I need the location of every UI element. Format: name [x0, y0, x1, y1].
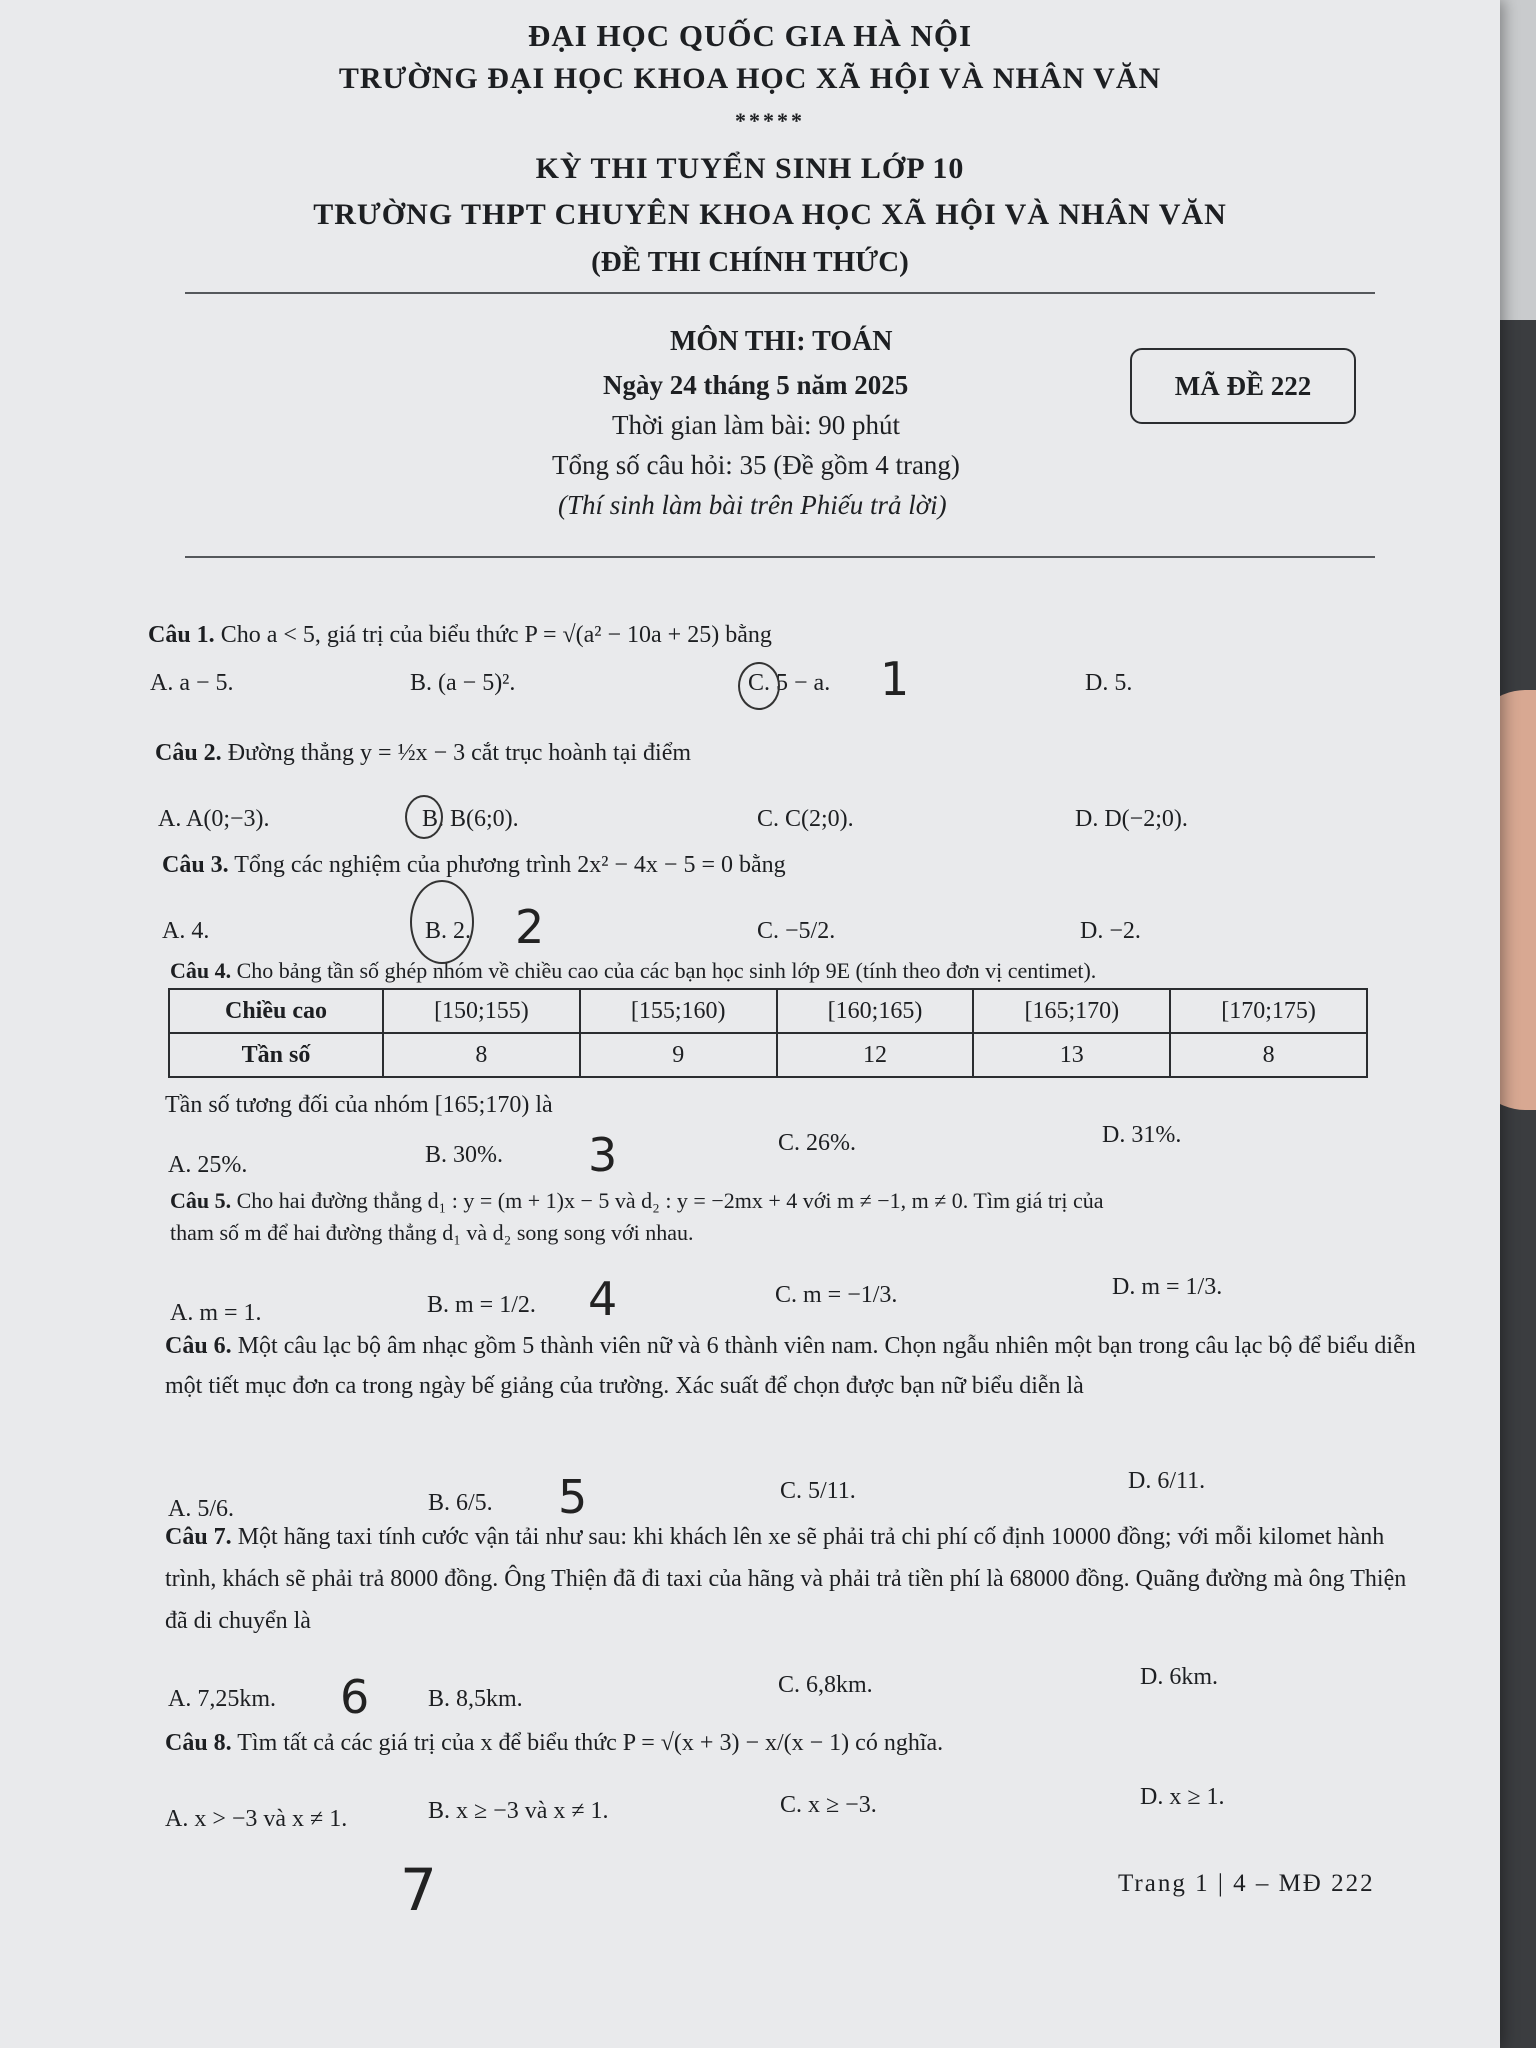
option-b: B. m = 1/2. — [427, 1292, 536, 1318]
school-name: TRƯỜNG ĐẠI HỌC KHOA HỌC XÃ HỘI VÀ NHÂN VĂN — [338, 62, 1162, 95]
question-text: Đường thẳng y = ½x − 3 cắt trục hoành tại điểm — [227, 740, 692, 766]
university-name: ĐẠI HỌC QUỐC GIA HÀ NỘI — [527, 18, 973, 53]
handwritten-number: 5 — [558, 1470, 588, 1524]
exam-title: KỲ THI TUYỂN SINH LỚP 10 — [535, 152, 965, 185]
option-d: D. 5. — [1085, 670, 1133, 696]
question-label: Câu 2. — [155, 740, 222, 766]
option-c: C. m = −1/3. — [775, 1282, 898, 1308]
table-cell: [160;165) — [777, 989, 974, 1033]
option-a: A. 4. — [162, 918, 210, 944]
handwritten-number: 4 — [588, 1272, 618, 1326]
question-text: Cho hai đường thẳng d₁ : y = (m + 1)x − 5 và d₂ : y = −2mx + 4 với m ≠ −1, m ≠ 0. Tìm giá trị của — [236, 1188, 1104, 1213]
question-text: Cho bảng tần số ghép nhóm về chiều cao của các bạn học sinh lớp 9E (tính theo đơn vị centimet). — [236, 958, 1097, 983]
option-c: C. x ≥ −3. — [780, 1792, 877, 1818]
question-4-prompt: Tần số tương đối của nhóm [165;170) là — [165, 1092, 553, 1118]
handwritten-number: 1 — [880, 652, 910, 706]
option-d: D. D(−2;0). — [1075, 806, 1188, 832]
question-label: Câu 5. — [170, 1188, 232, 1213]
question-text: Tổng các nghiệm của phương trình 2x² − 4x − 5 = 0 bằng — [234, 852, 786, 878]
frequency-table — [168, 988, 1368, 1078]
option-d: D. −2. — [1080, 918, 1141, 944]
table-cell: 9 — [580, 1033, 777, 1077]
background-dark — [1496, 320, 1536, 2048]
official-label: (ĐỀ THI CHÍNH THỨC) — [591, 246, 909, 278]
option-a: A. a − 5. — [150, 670, 234, 696]
option-c: C. 5 − a. — [748, 670, 831, 696]
answer-circle — [410, 880, 474, 964]
question-text: Tìm tất cả các giá trị của x để biểu thức P = √(x + 3) − x/(x − 1) có nghĩa. — [237, 1730, 944, 1756]
stars-divider: ***** — [735, 108, 805, 133]
question-label: Câu 3. — [162, 852, 229, 878]
option-b: B. 2. — [425, 918, 472, 944]
question-8 — [165, 1730, 943, 1757]
table-cell: [155;160) — [580, 989, 777, 1033]
option-a: A. 25%. — [168, 1152, 248, 1178]
question-5-line-2: tham số m để hai đường thẳng d₁ và d₂ song song với nhau. — [170, 1220, 694, 1245]
option-d: D. x ≥ 1. — [1140, 1784, 1225, 1810]
table-cell: [150;155) — [383, 989, 580, 1033]
question-label: Câu 6. — [165, 1333, 232, 1359]
question-text: Một hãng taxi tính cước vận tải như sau: khi khách lên xe sẽ phải trả chi phí cố định 10000 đồng; với mỗi kilomet hành trình, khách sẽ phải trả 8000 đồng. Ông Thiện đã đi taxi của hãng và phải trả tiền phí là 68000 đồng. Quãng đường mà ông Thiện đã di chuyển là — [165, 1524, 1407, 1634]
divider-bottom — [185, 556, 1375, 558]
answer-circle — [405, 795, 443, 839]
option-c: C. C(2;0). — [757, 806, 854, 832]
handwritten-number: 6 — [340, 1670, 370, 1724]
option-c: C. 6,8km. — [778, 1672, 873, 1698]
exam-code: MÃ ĐỀ 222 — [1130, 348, 1356, 424]
question-text: Cho a < 5, giá trị của biểu thức P = √(a² − 10a + 25) bằng — [220, 622, 772, 648]
option-a: A. A(0;−3). — [158, 806, 270, 832]
question-label: Câu 1. — [148, 622, 215, 648]
answer-note: (Thí sinh làm bài trên Phiếu trả lời) — [558, 490, 947, 520]
option-a: A. x > −3 và x ≠ 1. — [165, 1806, 348, 1832]
question-6 — [165, 1326, 1425, 1406]
option-d: D. 6km. — [1140, 1664, 1218, 1690]
option-b: B. B(6;0). — [422, 806, 519, 832]
question-label: Câu 8. — [165, 1730, 232, 1756]
table-cell: [170;175) — [1170, 989, 1367, 1033]
exam-date: Ngày 24 tháng 5 năm 2025 — [603, 370, 909, 400]
question-5 — [170, 1188, 1104, 1214]
exam-duration: Thời gian làm bài: 90 phút — [612, 410, 900, 440]
option-c: C. 26%. — [778, 1130, 856, 1156]
question-1 — [148, 622, 772, 649]
option-a: A. 7,25km. — [168, 1686, 276, 1712]
option-b: B. 6/5. — [428, 1490, 493, 1516]
table-header-cell: Tần số — [169, 1033, 383, 1077]
table-cell: 8 — [383, 1033, 580, 1077]
question-total: Tổng số câu hỏi: 35 (Đề gồm 4 trang) — [552, 450, 960, 480]
question-7 — [165, 1516, 1430, 1642]
option-d: D. m = 1/3. — [1112, 1274, 1223, 1300]
table-row — [169, 1033, 1367, 1077]
question-4 — [170, 958, 1096, 984]
option-d: D. 6/11. — [1128, 1468, 1206, 1494]
question-label: Câu 4. — [170, 958, 232, 983]
handwritten-number: 7 — [400, 1856, 437, 1924]
option-b: B. x ≥ −3 và x ≠ 1. — [428, 1798, 609, 1824]
option-d: D. 31%. — [1102, 1122, 1182, 1148]
highschool-name: TRƯỜNG THPT CHUYÊN KHOA HỌC XÃ HỘI VÀ NHÂN VĂN — [313, 198, 1227, 231]
option-c: C. 5/11. — [780, 1478, 856, 1504]
question-text: Một câu lạc bộ âm nhạc gồm 5 thành viên nữ và 6 thành viên nam. Chọn ngẫu nhiên một bạn trong câu lạc bộ để biểu diễn một tiết mục đơn ca trong ngày bế giảng của trường. Xác suất để chọn được bạn nữ biểu diễn là — [165, 1333, 1416, 1399]
table-cell: 8 — [1170, 1033, 1367, 1077]
handwritten-number: 3 — [588, 1128, 618, 1182]
handwritten-number: 2 — [515, 900, 545, 954]
table-cell: 13 — [973, 1033, 1170, 1077]
option-b: B. (a − 5)². — [410, 670, 516, 696]
subject: MÔN THI: TOÁN — [670, 326, 893, 357]
page-footer: Trang 1 | 4 – MĐ 222 — [1118, 1870, 1375, 1897]
question-label: Câu 7. — [165, 1524, 232, 1550]
table-header-cell: Chiều cao — [169, 989, 383, 1033]
option-c: C. −5/2. — [757, 918, 836, 944]
option-a: A. m = 1. — [170, 1300, 262, 1326]
option-a: A. 5/6. — [168, 1496, 234, 1522]
option-b: B. 30%. — [425, 1142, 503, 1168]
option-b: B. 8,5km. — [428, 1686, 523, 1712]
answer-circle — [738, 662, 780, 710]
question-2 — [155, 740, 691, 767]
table-cell: 12 — [777, 1033, 974, 1077]
divider-top — [185, 292, 1375, 294]
question-3 — [162, 852, 786, 879]
table-cell: [165;170) — [973, 989, 1170, 1033]
table-row — [169, 989, 1367, 1033]
